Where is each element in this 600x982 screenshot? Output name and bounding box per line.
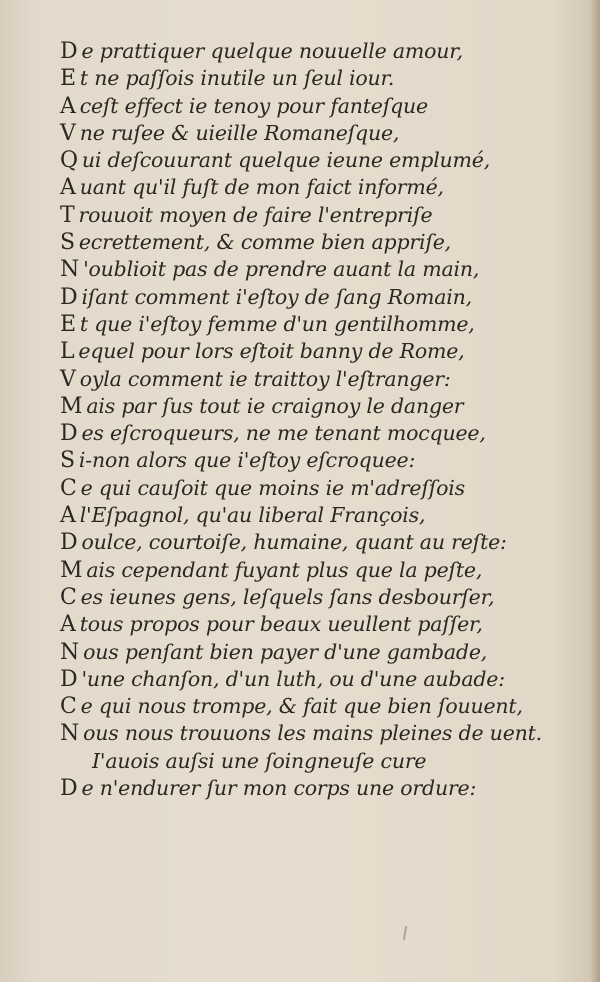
line-initial: E <box>60 66 76 92</box>
line-text: ais cependant fuyant plus que la peſte, <box>86 557 483 582</box>
verse-line <box>60 147 580 174</box>
verse-line <box>60 720 580 747</box>
line-text: 'oublioit pas de prendre auant la main, <box>83 257 480 282</box>
verse-line <box>60 93 580 120</box>
verse-line <box>60 611 580 638</box>
line-text: ui deſcouurant quelque ieune emplumé, <box>81 148 491 173</box>
line-text: es eſcroqueurs, ne me tenant mocquee, <box>81 421 486 446</box>
line-text: ecrettement, & comme bien appriſe, <box>78 230 451 255</box>
verse-line <box>60 447 580 474</box>
line-text: iſant comment i'eſtoy de ſang Romain, <box>81 284 472 309</box>
verse-line <box>60 311 580 338</box>
verse-line <box>60 775 580 802</box>
verse-line <box>60 284 580 311</box>
line-initial: T <box>60 202 75 228</box>
verse-line <box>60 502 580 529</box>
line-initial: D <box>60 421 78 447</box>
line-initial: N <box>60 721 80 747</box>
line-text: ous nous trouuons les mains pleines de uent. <box>83 721 542 746</box>
line-text: ais par ſus tout ie craignoy le danger <box>86 393 464 418</box>
verse-line <box>60 256 580 283</box>
verse-line <box>60 748 580 775</box>
line-text: e n'endurer ſur mon corps une ordure: <box>81 776 477 801</box>
line-initial: D <box>60 284 78 310</box>
line-initial: C <box>60 475 77 501</box>
verse-line <box>60 229 580 256</box>
line-text: I'auois auſsi une ſoingneuſe cure <box>92 748 427 773</box>
verse-line <box>60 338 580 365</box>
line-initial: D <box>60 776 78 802</box>
verse-line <box>60 420 580 447</box>
line-initial: E <box>60 311 76 337</box>
line-text: e qui nous trompe, & fait que bien ſouuent, <box>80 694 523 719</box>
line-initial: S <box>60 230 75 256</box>
line-initial: D <box>60 39 78 64</box>
line-text: t que i'eſtoy femme d'un gentilhomme, <box>79 311 475 336</box>
line-text: es ieunes gens, leſquels ſans desbourſer, <box>80 584 495 609</box>
verse-line <box>60 202 580 229</box>
line-text: uant qu'il fuſt de mon faict informé, <box>79 175 444 200</box>
line-initial: V <box>60 120 76 146</box>
line-initial: N <box>60 257 80 283</box>
line-text: e qui cauſoit que moins ie m'adreſſois <box>80 475 465 500</box>
line-initial: N <box>60 639 80 665</box>
verse-line <box>60 475 580 502</box>
line-text: t ne paſſois inutile un ſeul iour. <box>79 66 395 91</box>
line-initial: L <box>60 339 75 365</box>
line-initial: S <box>60 448 75 474</box>
line-text: ne ruſee & uieille Romaneſque, <box>79 120 400 145</box>
line-initial: C <box>60 584 77 610</box>
verse-line <box>60 366 580 393</box>
verse-line <box>60 693 580 720</box>
line-initial: A <box>60 175 76 201</box>
line-text: i-non alors que i'eſtoy eſcroquee: <box>78 448 416 473</box>
line-initial: A <box>60 93 76 119</box>
verse-line <box>60 120 580 147</box>
line-initial: C <box>60 694 77 720</box>
verse-block <box>60 38 580 802</box>
line-text: rouuoit moyen de faire l'entrepriſe <box>78 202 433 227</box>
line-text: ous penſant bien payer d'une gambade, <box>83 639 488 664</box>
line-initial: M <box>60 393 83 419</box>
line-text: l'Eſpagnol, qu'au liberal François, <box>79 503 426 528</box>
line-text: oyla comment ie traittoy l'eſtranger: <box>79 366 451 391</box>
line-initial: A <box>60 612 76 638</box>
line-initial: V <box>60 366 76 392</box>
verse-line <box>60 666 580 693</box>
line-text: e prattiquer quelque nouuelle amour, <box>81 39 463 63</box>
verse-line <box>60 174 580 201</box>
verse-line <box>60 584 580 611</box>
line-initial: A <box>60 503 76 529</box>
verse-line <box>60 639 580 666</box>
line-text: ceſt effect ie tenoy pour fanteſque <box>79 93 428 118</box>
verse-line <box>60 557 580 584</box>
line-initial: D <box>60 530 78 556</box>
line-text: 'une chanſon, d'un luth, ou d'une aubade: <box>81 666 505 691</box>
verse-line <box>60 38 580 65</box>
verse-line <box>60 393 580 420</box>
verse-line <box>60 65 580 92</box>
line-text: oulce, courtoiſe, humaine, quant au reſte: <box>81 530 507 555</box>
verse-line <box>60 529 580 556</box>
line-initial: M <box>60 557 83 583</box>
line-initial: D <box>60 666 78 692</box>
line-initial: Q <box>60 148 78 174</box>
page-edge-shadow <box>590 0 600 982</box>
ink-mark <box>403 926 407 940</box>
line-text: tous propos pour beaux ueullent paſſer, <box>79 612 483 637</box>
line-text: equel pour lors eſtoit banny de Rome, <box>78 339 465 364</box>
